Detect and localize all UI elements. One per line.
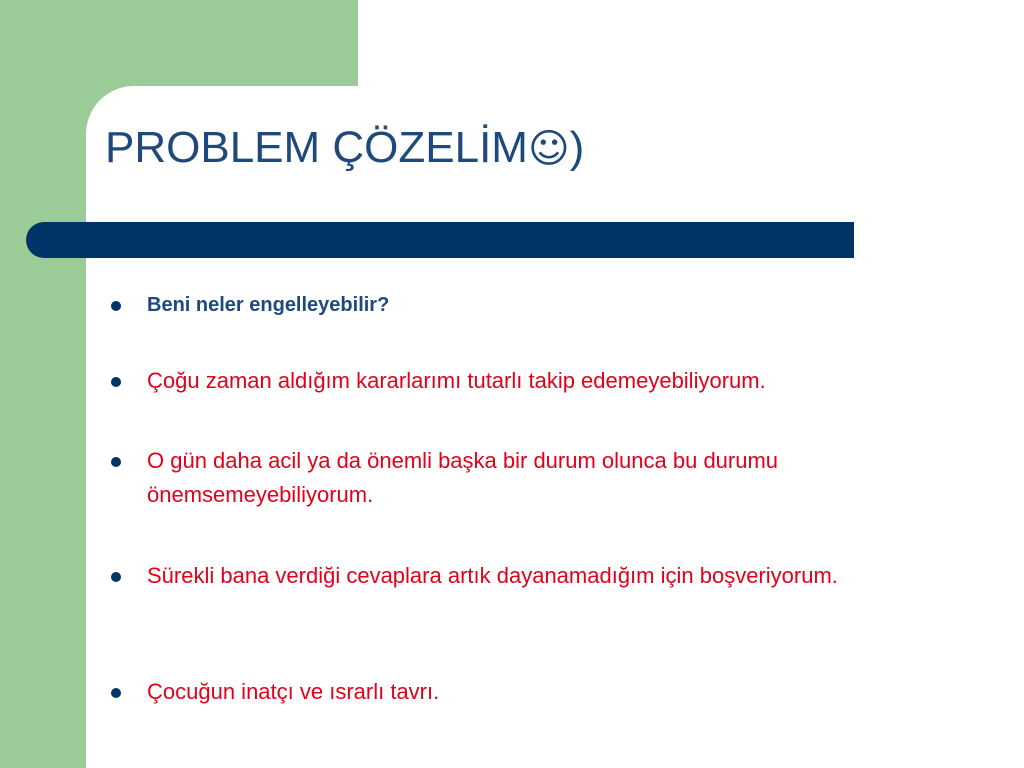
smiley-icon: ☺ — [527, 126, 570, 172]
bullet-icon — [111, 377, 121, 387]
bullet-icon — [111, 572, 121, 582]
bullet-icon — [111, 301, 121, 311]
title-underline-bar — [26, 222, 854, 258]
slide-title — [105, 118, 584, 179]
slide-title-text: PROBLEM ÇÖZELİM — [105, 123, 528, 172]
bullet-text: O gün daha acil ya da önemli başka bir durum olunca bu durumu önemsemeyebiliyorum. — [147, 448, 779, 507]
list-item — [107, 675, 439, 709]
list-item — [107, 288, 389, 322]
list-item — [107, 444, 987, 512]
content-panel — [86, 86, 1024, 768]
bullet-text: Sürekli bana verdiği cevaplara artık dayanamadığım için boşveriyorum. — [147, 563, 838, 588]
bullet-icon — [111, 688, 121, 698]
slide-title-suffix: ) — [569, 123, 585, 172]
bullet-text: Çoğu zaman aldığım kararlarımı tutarlı takip edemeyebiliyorum. — [147, 368, 766, 393]
bullet-text: Beni neler engelleyebilir? — [147, 294, 390, 316]
bullet-text: Çocuğun inatçı ve ısrarlı tavrı. — [147, 679, 440, 704]
list-item — [107, 364, 766, 398]
bullet-icon — [111, 457, 121, 467]
list-item — [107, 559, 838, 593]
